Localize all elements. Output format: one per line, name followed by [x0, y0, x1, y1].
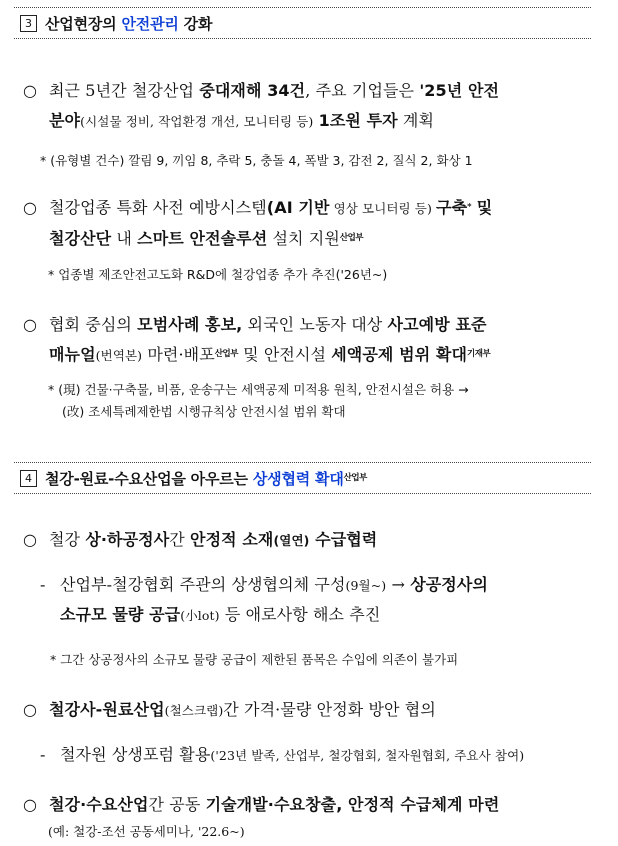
bullet-line-continued: 철강산단 내 스마트 안전솔루션 설치 지원$^{산업부}$ [49, 229, 364, 248]
section-title-highlight: 안전관리 [121, 15, 179, 33]
section-title: 산업현장의 안전관리 강화 [45, 15, 213, 33]
bullet-marker: ○ [23, 700, 38, 719]
dash-marker: - [40, 745, 46, 764]
bullet-marker: ○ [23, 315, 38, 334]
bullet-line: ○ 협회 중심의 모범사례 홍보, 외국인 노동자 대상 사고예방 표준 [23, 315, 487, 334]
bullet-marker: ○ [23, 795, 38, 814]
bullet-marker: ○ [23, 198, 38, 217]
bullet-line-continued: 분야(시설물 정비, 작업환경 개선, 모니터링 등) 1조원 투자 계획 [49, 111, 435, 130]
section-4-header [14, 462, 591, 494]
example-note: (예: 철강-조선 공동세미나, '22.6~) [48, 824, 245, 839]
footnote: * 그간 상공정사의 소규모 물량 공급이 제한된 품목은 수입에 의존이 불가피 [50, 652, 459, 667]
dash-marker: - [40, 575, 46, 594]
footnote: * (現) 건물·구축물, 비품, 운송구는 세액공제 미적용 원칙, 안전시설은 허용 → [48, 382, 469, 397]
section-3-header [14, 7, 591, 39]
section-title: 철강-원료-수요산업을 아우르는 상생협력 확대$^{산업부}$ [45, 470, 367, 488]
bullet-line: ○ 철강사-원료산업(철스크랩)간 가격·물량 안정화 방안 협의 [23, 700, 436, 719]
section-number-box: 4 [20, 470, 37, 487]
bullet-line: ○ 최근 5년간 철강산업 중대재해 34건, 주요 기업들은 '25년 안전 [23, 81, 500, 100]
dash-line: - 철자원 상생포럼 활용('23년 발족, 산업부, 철강협회, 철자원협회, 주요사 참여) [40, 745, 525, 764]
bullet-line: ○ 철강 상·하공정사간 안정적 소재(열연) 수급협력 [23, 530, 378, 549]
dash-line: - 산업부-철강협회 주관의 상생협의체 구성(9월~) → 상공정사의 [40, 575, 488, 594]
footnote-continued: (改) 조세특례제한법 시행규칙상 안전시설 범위 확대 [62, 404, 346, 419]
bullet-line: ○ 철강업종 특화 사전 예방시스템(AI 기반 영상 모니터링 등) 구축* 및 [23, 198, 493, 217]
bullet-line: ○ 철강·수요산업간 공동 기술개발·수요창출, 안정적 수급체계 마련 [23, 795, 500, 814]
footnote: * 업종별 제조안전고도화 R&D에 철강업종 추가 추진('26년~) [48, 267, 388, 282]
bullet-marker: ○ [23, 530, 38, 549]
footnote: * (유형별 건수) 깔림 9, 끼임 8, 추락 5, 충돌 4, 폭발 3, 감전 2, 질식 2, 화상 1 [40, 153, 473, 168]
section-title-highlight: 상생협력 확대 [252, 470, 344, 488]
bullet-marker: ○ [23, 81, 38, 100]
bullet-line-continued: 매뉴얼(번역본) 마련·배포$^{산업부}$ 및 안전시설 세액공제 범위 확대$^{기재부}$ [49, 345, 491, 364]
section-number-box: 3 [20, 15, 37, 32]
dash-line-continued: 소규모 물량 공급(小lot) 등 애로사항 해소 추진 [60, 605, 381, 624]
